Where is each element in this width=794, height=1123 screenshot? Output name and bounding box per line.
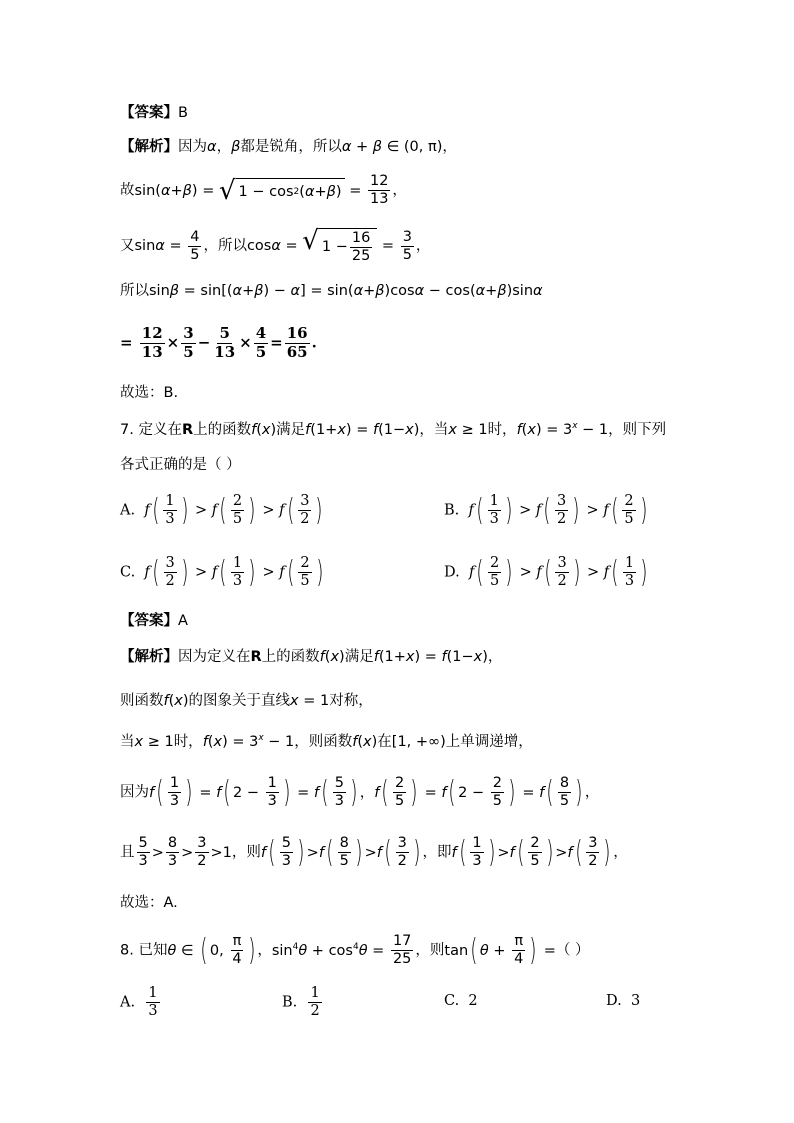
q7-analysis-line-2 [120, 694, 373, 709]
answer-tag: 【答案】 [120, 105, 178, 121]
math-expr: $\frac{5}{3}$ > $\frac{8}{3}$ > $\frac{3}{2}$ >1 [138, 835, 232, 870]
q8-option-c[interactable]: C. 2 [444, 993, 478, 1009]
q6-analysis-line-1: 【解析】因为α，β都是锐角，所以α + β ∈ (0, π)， [120, 139, 457, 155]
math-expr: sinβ = sin[(α+β) − α] = sin(α+β)cosα − cos(α+β)sinα [149, 283, 543, 299]
q7-option-a[interactable]: A. f( $\frac{1}{3}$ ) > f( $\frac{2}{5}$ ) > f( $\frac{3}{2}$ ) [120, 492, 323, 528]
text-segment: 又 [120, 238, 135, 255]
text-segment: ，所以 [203, 238, 247, 255]
analysis-tag: 【解析】 [120, 139, 178, 155]
q7-option-d[interactable]: D. f( $\frac{2}{5}$ ) > f( $\frac{3}{2}$ ) > f( $\frac{1}{3}$ ) [444, 554, 648, 590]
math-expr: $f(x) = 3^x - 1$ [516, 421, 609, 438]
text-segment: 上的函数 [193, 421, 252, 438]
set-R: R [181, 421, 194, 438]
text-segment: ，即 [422, 844, 452, 861]
q7-stem-line-2: 各式正确的是（ ） [120, 457, 241, 473]
q6-line-3: 又sinα = $\frac{4}{5}$ ，所以cosα = √ 1 − $\frac{16}{25}$ = $\frac{3}{5}$ ， [120, 226, 431, 265]
math-expr: f(x) [163, 693, 189, 709]
text-segment: ，则函数 [294, 733, 353, 750]
q8-option-a[interactable]: A. $\frac{1}{3}$ [120, 985, 158, 1020]
q6-answer-line [120, 106, 188, 121]
text-segment: ，则 [231, 844, 261, 861]
q6-conclusion: 故选：B. [120, 385, 179, 401]
q7-analysis-line-1: 【解析】因为定义在R上的函数f(x)满足f(1+x) = f(1−x)， [120, 649, 503, 665]
text-segment: 时， [173, 733, 203, 750]
q7-option-c[interactable]: C. f( $\frac{3}{2}$ ) > f( $\frac{1}{3}$ ) > f( $\frac{2}{5}$ ) [120, 554, 323, 590]
math-expr: f(x) [251, 421, 277, 438]
set-R: R [250, 649, 262, 665]
text-segment: 因为 [120, 784, 149, 801]
text-segment: 当 [120, 733, 135, 750]
math-expr: sin(α+β) = √ 1 − cos 2 ( α + β ) = $\frac{12}{13}$ [134, 173, 389, 208]
q7-stem-line-1 [120, 422, 666, 437]
math-expr: x ≥ 1 [134, 733, 174, 750]
q7-answer-line [120, 614, 188, 629]
text-segment: ，当 [419, 421, 449, 438]
text-segment: 且 [120, 844, 135, 861]
text-segment: 对称， [329, 693, 373, 709]
q7-analysis-line-3 [120, 734, 533, 749]
q6-line-5: = $\frac{12}{13}$ × $\frac{3}{5}$ − $\frac{5}{13}$ × $\frac{4}{5}$ = $\frac{16}{65}$ . [120, 324, 317, 361]
q7-option-b[interactable]: B. f( $\frac{1}{3}$ ) > f( $\frac{3}{2}$ ) > f( $\frac{2}{5}$ ) [444, 492, 648, 528]
text-segment: 时， [487, 421, 517, 438]
math-beta: β [231, 139, 241, 155]
text-segment: 上的函数 [261, 649, 320, 665]
text-segment: 在 [377, 733, 392, 750]
q7-analysis-line-4: 因为f( $\frac{1}{3}$ ) = f( 2 − $\frac{1}{3}$ ) = f( $\frac{5}{3}$ ) ，f( $\frac{2}{5}$ ) = f( 2 − $\frac{2}{5}$ ) = f( $\frac{8}{5}$ ) ， [120, 774, 600, 810]
math-expr: f( $\frac{1}{3}$ ) = f( 2 − $\frac{1}{3}$ ) = f( $\frac{5}{3}$ ) ，f( $\frac{2}{5}$ ) = f( 2 − $\frac{2}{5}$ ) = f( $\frac{8}{5}$ ) [149, 774, 583, 810]
text-segment: 8. 已知 [120, 942, 168, 959]
text-segment: （ ） [555, 942, 590, 959]
answer-value: B [178, 105, 188, 121]
math-expr: θ ∈ ( 0, $\frac{\pi}{4}$ ) [167, 932, 255, 968]
math-expr: f(1+x) = f(1−x) [373, 649, 488, 665]
math-expr: f( $\frac{1}{3}$ ) >f( $\frac{2}{5}$ ) >f( $\frac{3}{2}$ ) [451, 834, 611, 870]
math-expr: $\sin^4\theta + \cos^4\theta$ = $\frac{17}{25}$ [271, 933, 412, 968]
math-expr: f(x) [319, 649, 345, 665]
answer-value: A [178, 613, 188, 629]
math-expr: f(x) [352, 733, 378, 750]
text-segment: 满足 [344, 649, 374, 665]
math-expr: sinα = $\frac{4}{5}$ [134, 228, 200, 263]
text-segment: 故 [120, 182, 135, 199]
math-expr: f( $\frac{5}{3}$ ) >f( $\frac{8}{5}$ ) >f( $\frac{3}{2}$ ) [260, 834, 421, 870]
text-segment: 所以 [120, 283, 149, 299]
math-expr: x = 1 [290, 693, 330, 709]
text-segment: 因为定义在 [178, 649, 251, 665]
math-expr: tan( θ + $\frac{\pi}{4}$ ) = [444, 932, 556, 968]
text-segment: ，则下列 [608, 421, 667, 438]
text-segment: 上单调递增， [445, 733, 533, 750]
q8-option-b[interactable]: B. $\frac{1}{2}$ [282, 985, 320, 1020]
q7-conclusion: 故选：A. [120, 895, 178, 911]
math-expr: α + β ∈ (0, π) [341, 139, 443, 155]
q8-option-d[interactable]: D. 3 [606, 993, 641, 1009]
answer-tag: 【答案】 [120, 613, 178, 629]
analysis-tag: 【解析】 [120, 649, 178, 665]
text-segment: 都是锐角，所以 [240, 139, 342, 155]
q8-stem: 8. 已知θ ∈ ( 0, $\frac{\pi}{4}$ ) ，$\sin^4\theta + \cos^4\theta$ = $\frac{17}{25}$ ，则tan( θ + $\frac{\pi}{4}$ ) =（ ） [120, 932, 590, 968]
text-segment: 满足 [276, 421, 306, 438]
text-segment: 因为 [178, 139, 207, 155]
q7-analysis-line-5: 且 $\frac{5}{3}$ > $\frac{8}{3}$ > $\frac{3}{2}$ >1，则f( $\frac{5}{3}$ ) >f( $\frac{8}{5}$ ) >f( $\frac{3}{2}$ ) ，即f( $\frac{1}{3}$ ) >f( $\frac{2}{5}$ ) >f( $\frac{3}{2}$ ) ， [120, 834, 628, 870]
math-expr: cosα = √ 1 − $\frac{16}{25}$ = $\frac{3}{5}$ [246, 226, 412, 265]
math-expr: f(1+x) = f(1−x) [305, 421, 420, 438]
text-segment: ，则 [415, 942, 445, 959]
text-segment: 的图象关于直线 [188, 693, 291, 709]
math-expr: [1, +∞) [391, 733, 446, 750]
q6-line-2: 故sin(α+β) = √ 1 − cos 2 ( α + β ) = $\frac{12}{13}$ ， [120, 173, 407, 208]
text-segment: 则函数 [120, 693, 164, 709]
math-expr: $f(x) = 3^x - 1$ [202, 733, 295, 750]
q6-line-4 [120, 284, 543, 299]
math-expr: x ≥ 1 [448, 421, 488, 438]
math-alpha: α [207, 139, 217, 155]
text-segment: 7. 定义在 [120, 421, 182, 438]
